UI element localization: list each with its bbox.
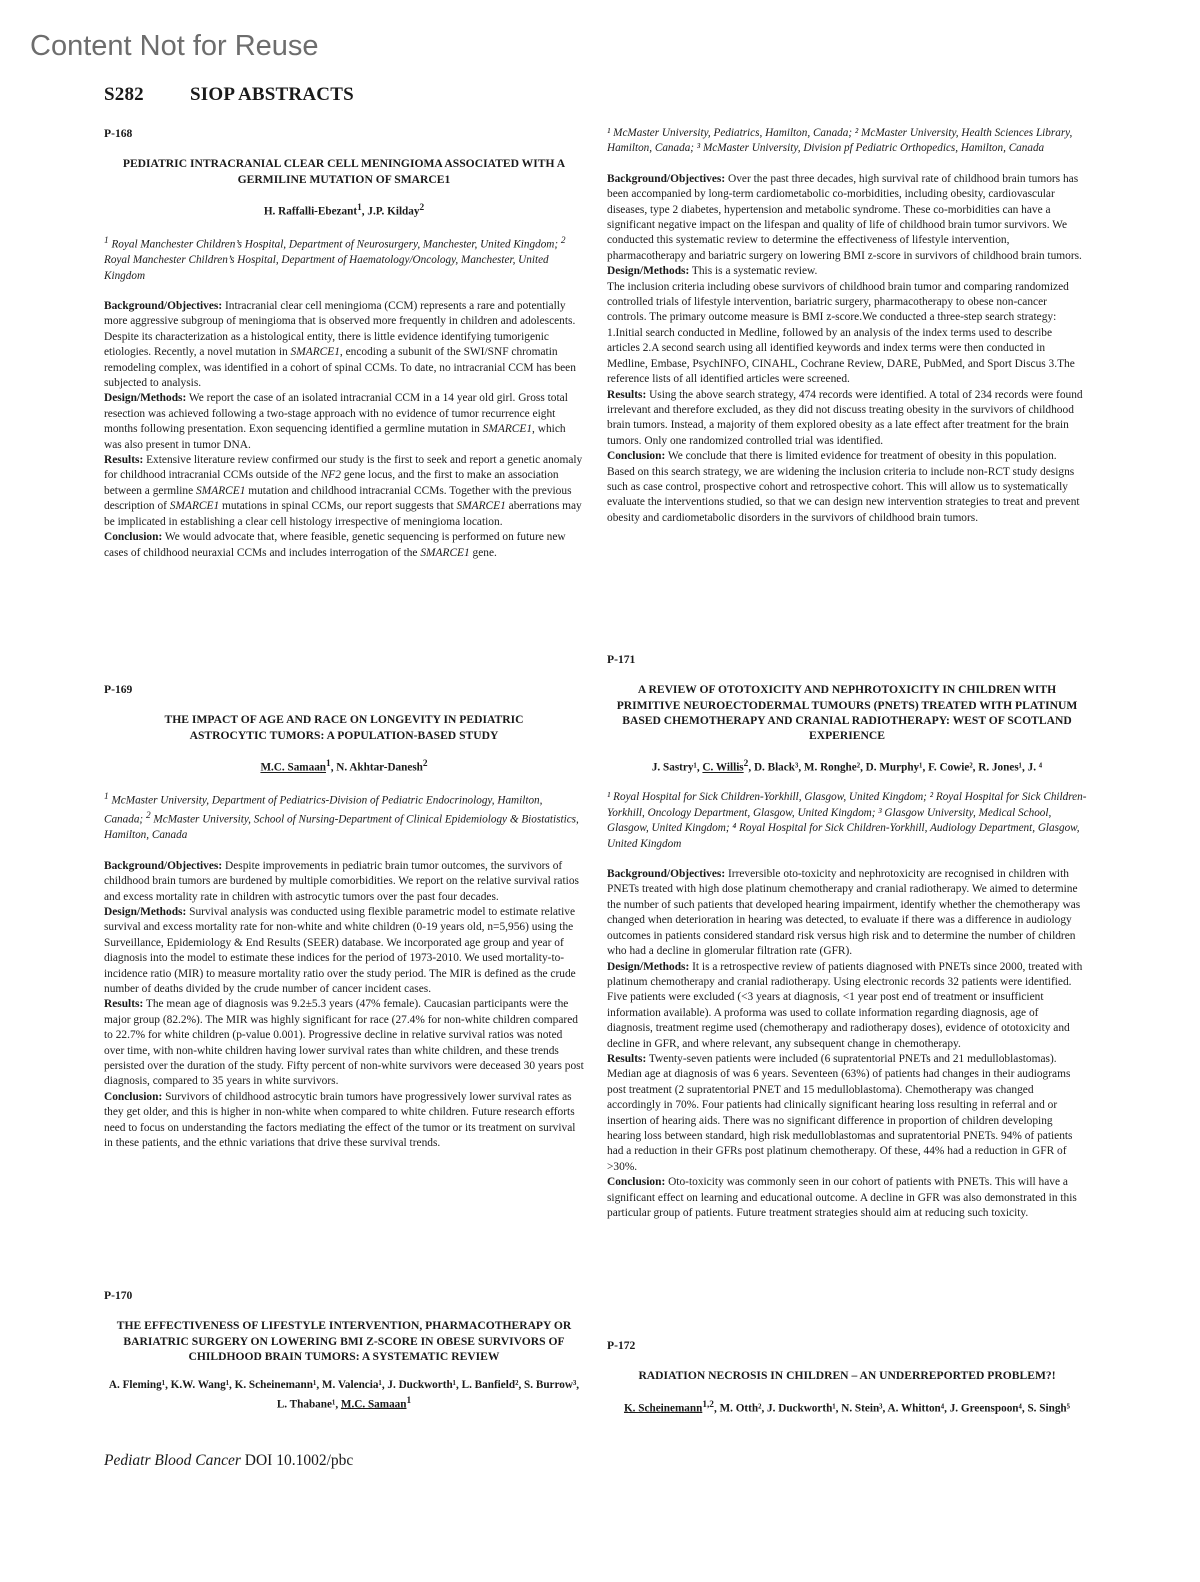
section-label: Results: [104,998,144,1011]
abstract-id: P-169 [104,683,133,696]
watermark: Content Not for Reuse [30,30,319,62]
section-methods [104,905,584,997]
text: gene locus, and the first to make an association between a germline [104,469,559,497]
section-results [104,453,584,530]
section-background [607,172,1087,264]
author-separator: , [361,205,368,218]
author-list: A. Fleming¹, K.W. Wang¹, K. Scheinemann¹, M. Valencia¹, J. Duckworth¹, L. Banfield², S. Burrow³, L. Thabane¹, [108,1379,580,1411]
affil-sup: 1 [104,792,109,803]
section-label: Results: [104,454,144,467]
gene-name: SMARCE1 [482,423,533,436]
abstract-affiliations: ¹ McMaster University, Pediatrics, Hamilton, Canada; ² McMaster University, Health Sciences Library, Hamilton, Canada; ³ McMaster University, Division pf Pediatric Orthopedics, Hamilton, Canada [607,127,1073,155]
author-list: , M. Otth², J. Duckworth¹, N. Stein³, A. Whitton⁴, J. Greenspoon⁴, S. Singh⁵ [713,1402,1070,1415]
text: Using the above search strategy, 474 records were identified. A total of 234 records were found irrelevant and therefore excluded, as they did not discuss treating obesity in the survivors of childhood brain tumors. Instead, a majority of them explored obesity as a late effect after treatment for the brain tumors. Only one randomized controlled trial was identified. [607,388,1083,447]
section-label: Background/Objectives: [104,300,223,312]
text: Extensive literature review confirmed our study is the first to seek and report a genetic anomaly for childhood intracranial CCMs outside of the [104,454,583,482]
text: It is a retrospective review of patients diagnosed with PNETs since 2000, treated with platinum chemotherapy and cranial radiotherapy. Using electronic records 32 patients were identified. Five patients were excluded (<3 years at diagnosis, <1 year post end of treatment or insufficient information available). A proforma was used to collate information regarding diagnosis, age of diagnosis, treatment regime used (chemotherapy and radiotherapy doses), evidence of ototoxicity and decline in GFR, and where relevant, any subsequent change in chemotherapy. [607,960,1083,1050]
section-label: Background/Objectives: [104,859,223,872]
text: The mean age of diagnosis was 9.2±5.3 years (47% female). Caucasian participants were the major group (82.2%). The MIR was highly significant for race (27.4% for non-white children compared to 22.7% for white children (p-value 0.001). Progressive decline in relative survival ratios was noted over time, with non-white children having lower survival rates than white children, and these trends persisted over the duration of the study. Fifty percent of non-white survivors were deceased 30 years post diagnosis, compared to 35 years in white survivors. [104,998,584,1088]
footer [104,1452,353,1470]
affil-text: McMaster University, School of Nursing-Department of Clinical Epidemiology & Biostatistics, Hamilton, Canada [104,813,579,842]
author-separator: , [330,761,337,774]
section-label: Results: [607,1052,647,1065]
text: We report the case of an isolated intracranial CCM in a 14 year old girl. Gross total resection was achieved following a two-stage approach with no evidence of tumor recurrence eight months following presentation. Exon sequencing identified a germline mutation in [104,392,568,436]
text: Oto-toxicity was commonly seen in our cohort of patients with PNETs. This will have a significant effect on learning and educational outcome. A decline in GFR was also demonstrated in this particular group of patients. Future treatment strategies should aim at reducing such toxicity. [607,1176,1077,1220]
affil-sup: 1 [104,236,109,247]
author-sup: 2 [422,758,428,769]
abstract-title: RADIATION NECROSIS IN CHILDREN – AN UNDERREPORTED PROBLEM?! [638,1369,1056,1383]
section-conclusion [607,449,1087,526]
abstract-authors [607,757,1087,776]
abstract-p169 [104,682,584,1151]
section-label: Design/Methods: [607,265,690,278]
section-methods [607,960,1087,1052]
section-methods [104,391,584,453]
text: Despite improvements in pediatric brain tumor outcomes, the survivors of childhood brain tumors are burdened by multiple comorbidities. We report on the relative survival ratios and excess mortality rate in children with astrocytic tumors over the past four decades. [104,859,579,903]
abstract-p170-continued [607,126,1087,526]
abstract-authors [607,1398,1087,1417]
author-list: J. Sastry¹, [651,761,703,774]
affil-sup: 2 [145,811,151,822]
author-sup: 1,2 [702,1399,714,1410]
abstract-title: A REVIEW OF OTOTOXICITY AND NEPHROTOXICITY IN CHILDREN WITH PRIMITIVE NEUROECTODERMAL TUMOURS (PNETS) TREATED WITH PLATINUM BASED CHEMOTHERAPY AND CRANIAL RADIOTHERAPY: WEST OF SCOTLAND EXPERIENCE [616,683,1078,743]
section-results [104,997,584,1089]
author-sup: 1 [357,202,362,213]
presenting-author: M.C. Samaan [260,761,327,774]
section-label: Conclusion: [607,450,666,463]
text: gene. [469,546,497,559]
abstract-affiliations: ¹ Royal Hospital for Sick Children-Yorkhill, Glasgow, United Kingdom; ² Royal Hospital for Sick Children-Yorkhill, Oncology Department, Glasgow, United Kingdom; ³ Glasgow University, Medical School, Glasgow, United Kingdom; ⁴ Royal Hospital for Sick Children-Yorkhill, Audiology Department, Glasgow, United Kingdom [607,791,1087,850]
section-label: Design/Methods: [104,392,187,405]
abstract-title: THE EFFECTIVENESS OF LIFESTYLE INTERVENTION, PHARMACOTHERAPY OR BARIATRIC SURGERY ON LOWERING BMI Z-SCORE IN OBESE SURVIVORS OF CHILDHOOD BRAIN TUMORS: A SYSTEMATIC REVIEW [116,1319,572,1363]
journal-name: Pediatr Blood Cancer [104,1452,241,1469]
author: N. Akhtar-Danesh [336,761,423,774]
affil-text: Royal Manchester Children’s Hospital, Department of Haematology/Oncology, Manchester, United Kingdom [104,254,549,282]
author: J.P. Kilday [367,205,420,218]
abstract-authors [104,757,584,776]
abstract-id: P-168 [104,127,133,140]
gene-name: SMARCE1 [456,500,506,513]
text: Survival analysis was conducted using flexible parametric model to estimate relative survival and excess mortality rate for non-white and white children (0-19 years old, n=5,956) using the Surveillance, Epidemiology & End Results (SEER) database. We incorporated age group and year of diagnosis into the model to estimate these indices for the period of 1973-2010. We used mortality-to-incidence ratio (MIR) to measure mortality ratio over the study period. The MIR is defined as the crude number of deaths divided by the crude number of cancer incident cases. [104,905,576,995]
section-results [607,388,1087,450]
section-label: Results: [607,388,647,401]
text: Intracranial clear cell meningioma (CCM) represents a rare and potentially more aggressive subgroup of meningioma that is observed more frequently in children and adolescents. Despite its characterization as a histological entity, there is little evidence identifying tumorigenic etiologies. Recently, a novel mutation in [104,300,576,359]
abstract-id: P-172 [607,1339,636,1352]
text: Twenty-seven patients were included (6 supratentorial PNETs and 21 medulloblastomas). Median age at diagnosis of was 6 years. Seventeen (63%) of patients had changes in their audiograms post treatment (2 supratentorial PNET and 15 medulloblastoma). Chemotherapy was changed accordingly in 70%. Four patients had clinically significant hearing loss resulting in referral and or insertion of hearing aids. There was no significant difference in proportion of children developing hearing loss between standard, high risk medulloblastomas and supratentorial PNETs. 94% of patients had a reduction in their GFRs post platinum chemotherapy. Of these, 44% had a reduction in GFR of >30%. [607,1052,1073,1173]
section-label: Conclusion: [104,531,163,544]
section-label: Background/Objectives: [607,868,726,881]
text: Survivors of childhood astrocytic brain tumors have progressively lower survival rates as they get older, and this is higher in non-white when compared to white children. Future research efforts need to focus on understanding the factors mediating the effect of the tumor or its treatment on survival in these patients, and the ethnic variations that drive these survival trends. [104,1090,576,1150]
section-conclusion [104,530,584,561]
page-number: S282 [104,84,144,105]
abstract-authors [104,201,584,220]
affil-text: Royal Manchester Children’s Hospital, Department of Neurosurgery, Manchester, United Kingdom; [108,238,561,251]
section-methods-continued: The inclusion criteria including obese survivors of childhood brain tumor and comparing randomized controlled trials of lifestyle intervention, bariatric surgery, pharmacotherapy to obese non-cancer controls. The primary outcome measure is BMI z-score.We conducted a three-step search strategy: 1.Initial search conducted in Medline, followed by an analysis of the index terms used to describe articles 2.A second search using all identified keywords and index terms were then conducted in Medline, Embase, PsychINFO, CINAHL, Cochrane Review, DARE, PubMed, and Sport Discus 3.The reference lists of all identified articles were screened. [607,280,1075,386]
abstract-p170-start [104,1288,584,1427]
gene-name: SMARCE1 [196,484,246,497]
section-label: Background/Objectives: [607,172,726,185]
section-label: Conclusion: [104,1090,163,1103]
text: , which was also present in tumor DNA. [104,423,566,451]
gene-name: NF2 [320,469,341,482]
author-sup: 2 [419,202,425,213]
abstract-p172 [607,1338,1087,1431]
doi: DOI 10.1002/pbc [240,1452,354,1469]
text: This is a systematic review. [689,265,818,278]
abstract-id: P-170 [104,1289,133,1302]
affil-text: McMaster University, Department of Pediatrics-Division of Pediatric Endocrinology, Hamilton, Canada; [104,794,543,826]
text: , encoding a subunit of the SWI/SNF chromatin remodeling complex, was identified in a cohort of spinal CCMs. To date, no intracranial CCM has been subjected to analysis. [104,346,576,390]
abstract-p168 [104,126,584,561]
abstract-p171 [607,652,1087,1221]
gene-name: SMARCE1 [169,500,220,513]
text: Irreversible oto-toxicity and nephrotoxicity are recognised in children with PNETs treated with high dose platinum chemotherapy and cranial radiotherapy. We aimed to determine the number of such patients that developed hearing impairment, identify whether the chemotherapy was changed when deterioration in hearing was detected, to evaluate if there was a difference in audiology outcomes in patients considered standard risk versus high risk and to determine the number of children who had a decline in glomerular filtration rate (GFR). [607,868,1081,958]
abstract-affiliations [104,234,584,284]
abstract-title: THE IMPACT OF AGE AND RACE ON LONGEVITY IN PEDIATRIC ASTROCYTIC TUMORS: A POPULATION-BASED STUDY [164,713,524,742]
abstract-id: P-171 [607,653,636,666]
left-column [104,126,584,1411]
text: mutations in spinal CCMs, our report suggests that [219,500,457,513]
section-conclusion [104,1090,584,1152]
author-sup: 1 [326,758,331,769]
section-results [607,1052,1087,1175]
text: Over the past three decades, high survival rate of childhood brain tumors has been accompanied by long-term cardiometabolic co-morbidities, including obesity, cardiovascular diseases, type 2 diabetes, hypertension and metabolic syndrome. These co-morbidities can have a significant negative impact on the lifespan and quality of life of childhood brain tumor survivors. We conducted this systematic review to determine the effectiveness of lifestyle intervention, pharmacotherapy and bariatric surgery on lowering BMI z-score in survivors of childhood brain tumors. [607,172,1082,262]
affil-sup: 2 [560,236,566,247]
author: H. Raffalli-Ebezant [263,205,358,218]
text: We conclude that there is limited evidence for treatment of obesity in this population. Based on this search strategy, we are widening the inclusion criteria to include non-RCT study designs such as case control, prospective cohort and retrospective cohort. This will allow us to systematically evaluate the interventions studied, so that we can design new intervention strategies to treat and prevent obesity and cardiometabolic disorders in the survivors of childhood brain tumors. [607,450,1080,524]
abstract-affiliations [104,790,584,844]
author-list: , D. Black³, M. Ronghe², D. Murphy¹, F. Cowie², R. Jones¹, J. ⁴ [748,761,1043,774]
section-background [104,299,584,391]
abstract-authors [104,1378,584,1413]
author-sup: 1 [406,1395,412,1406]
journal-section: SIOP ABSTRACTS [190,84,354,105]
running-head [104,84,354,106]
text: We would advocate that, where feasible, genetic sequencing is performed on future new cases of childhood neuraxial CCMs and includes interrogation of the [104,531,566,559]
abstract-title: PEDIATRIC INTRACRANIAL CLEAR CELL MENINGIOMA ASSOCIATED WITH A GERMILINE MUTATION OF SMARCE1 [122,157,566,186]
section-label: Design/Methods: [607,960,690,973]
gene-name: SMARCE1 [420,546,470,559]
presenting-author: K. Scheinemann [623,1402,703,1415]
section-background [607,867,1087,959]
section-background [104,859,584,905]
presenting-author: C. Willis [702,761,744,774]
section-methods [607,264,1087,279]
author-sup: 2 [743,759,749,770]
text: aberrations may be implicated in establishing a clear cell histology irrespective of meningioma location. [104,500,582,528]
section-label: Conclusion: [607,1176,666,1189]
gene-name: SMARCE1 [290,346,340,359]
section-conclusion [607,1175,1087,1221]
presenting-author: M.C. Samaan [340,1398,407,1411]
section-label: Design/Methods: [104,905,187,918]
right-column [607,126,1087,1415]
text: mutation and childhood intracranial CCMs. Together with the previous description of [104,484,572,513]
